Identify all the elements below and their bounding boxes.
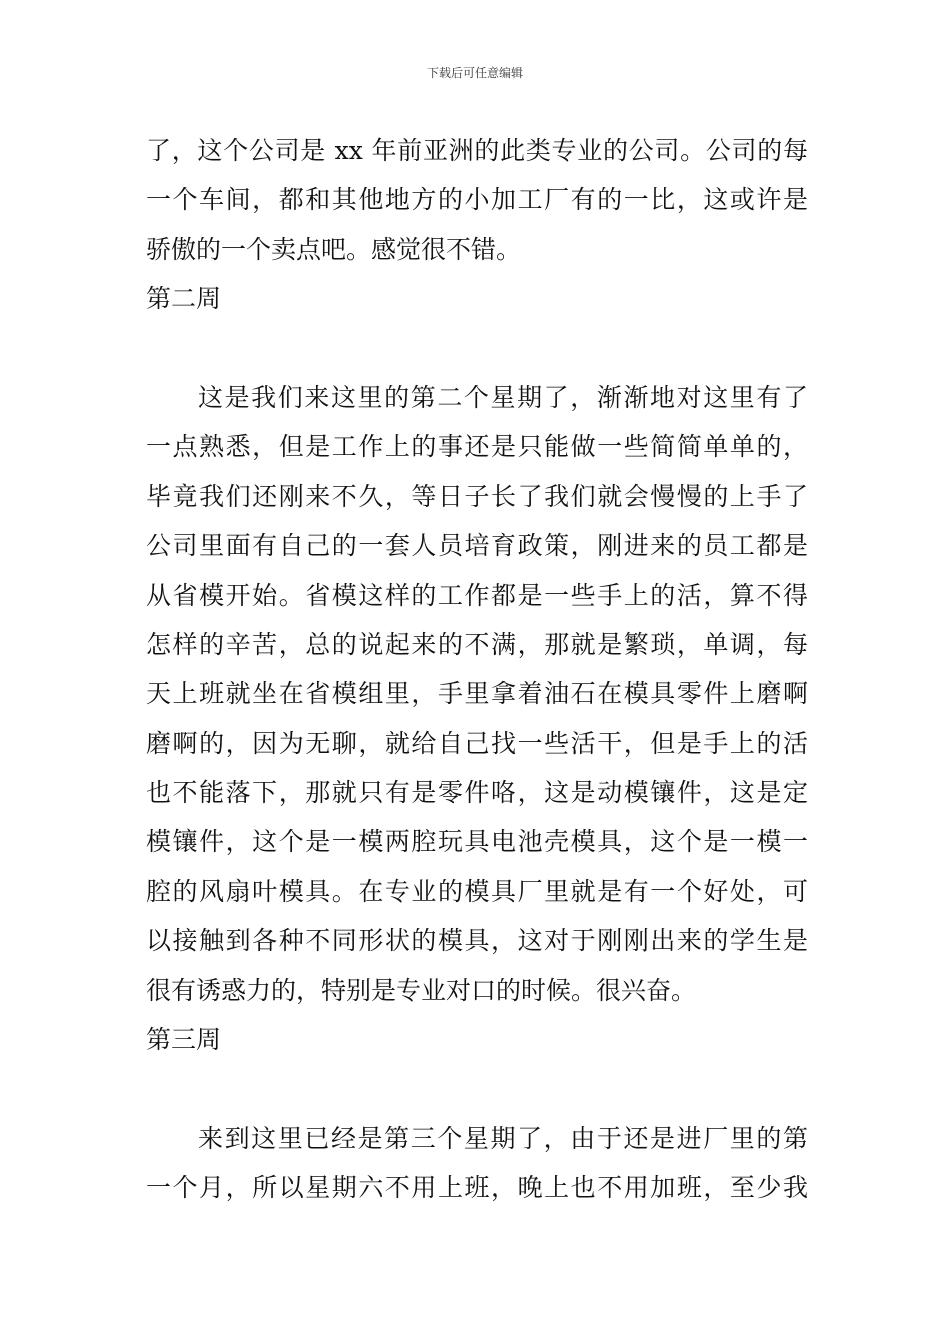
text-line: 这是我们来这里的第二个星期了，渐渐地对这里有了 [198,382,808,412]
text-line: 一点熟悉，但是工作上的事还是只能做一些简简单单的， [146,432,808,462]
text-line: 公司里面有自己的一套人员培育政策，刚进来的员工都是 [146,531,808,561]
page-header: 下载后可任意编辑 [426,66,523,80]
blank-line [146,1064,808,1113]
text-line: 从省模开始。省模这样的工作都是一些手上的活，算不得 [146,580,808,610]
text-line: 一个车间，都和其他地方的小加工厂有的一比，这或许是 [146,185,808,215]
text-line: 也不能落下，那就只有是零件咯，这是动模镶件，这是定 [146,778,808,808]
text-line: 怎样的辛苦，总的说起来的不满，那就是繁琐，单调，每 [146,629,808,659]
paragraph-week3 [146,1114,808,1213]
section-heading-week2: 第二周 [146,284,222,314]
text-line: 腔的风扇叶模具。在专业的模具厂里就是有一个好处，可 [146,876,808,906]
text-line: 磨啊的，因为无聊，就给自己找一些活干，但是手上的活 [146,728,808,758]
document-body [146,126,808,1213]
section-heading-week3: 第三周 [146,1025,222,1055]
text-line: 了，这个公司是 xx 年前亚洲的此类专业的公司。公司的每 [146,136,808,165]
text-line: 以接触到各种不同形状的模具，这对于刚刚出来的学生是 [146,926,808,956]
text-line: 模镶件，这个是一模两腔玩具电池壳模具，这个是一模一 [146,827,808,857]
blank-line [146,324,808,373]
paragraph-week1-continued [146,126,808,274]
paragraph-week2 [146,373,808,1015]
text-line: 很有诱惑力的，特别是专业对口的时候。很兴奋。 [146,975,697,1005]
text-line: 骄傲的一个卖点吧。感觉很不错。 [146,234,522,264]
text-line: 天上班就坐在省模组里，手里拿着油石在模具零件上磨啊 [146,679,808,709]
text-line: 来到这里已经是第三个星期了，由于还是进厂里的第 [198,1123,808,1153]
text-line: 毕竟我们还刚来不久，等日子长了我们就会慢慢的上手了 [146,481,808,511]
text-line: 一个月，所以星期六不用上班，晚上也不用加班，至少我 [146,1173,808,1203]
